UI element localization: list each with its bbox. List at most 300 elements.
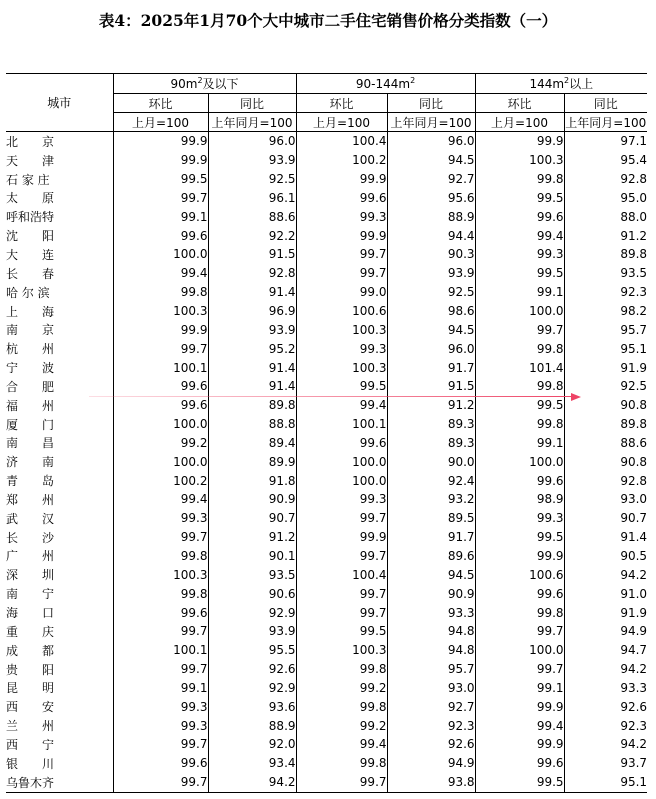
index-value: 96.0 xyxy=(208,132,296,151)
index-value: 93.5 xyxy=(208,565,296,584)
index-value: 99.4 xyxy=(475,226,564,245)
index-value: 99.6 xyxy=(113,754,208,773)
index-value: 94.5 xyxy=(387,151,475,170)
index-value: 99.8 xyxy=(296,697,387,716)
index-value: 92.6 xyxy=(208,660,296,679)
index-value: 93.0 xyxy=(387,678,475,697)
index-value: 99.3 xyxy=(296,339,387,358)
table-row xyxy=(6,678,647,697)
index-value: 90.9 xyxy=(208,490,296,509)
index-value: 99.7 xyxy=(296,245,387,264)
index-value: 95.1 xyxy=(564,339,647,358)
index-value: 99.7 xyxy=(296,584,387,603)
index-value: 99.5 xyxy=(296,377,387,396)
index-value: 99.4 xyxy=(296,396,387,415)
index-value: 99.2 xyxy=(113,434,208,453)
index-value: 99.6 xyxy=(475,207,564,226)
index-value: 95.5 xyxy=(208,641,296,660)
index-value: 91.9 xyxy=(564,358,647,377)
index-value: 100.1 xyxy=(296,415,387,434)
index-value: 94.7 xyxy=(564,641,647,660)
index-value: 91.7 xyxy=(387,358,475,377)
table-row xyxy=(6,339,647,358)
index-value: 99.8 xyxy=(475,415,564,434)
index-value: 99.7 xyxy=(475,622,564,641)
index-value: 100.4 xyxy=(296,132,387,151)
index-value: 99.3 xyxy=(113,509,208,528)
index-value: 99.6 xyxy=(113,226,208,245)
index-value: 99.4 xyxy=(475,716,564,735)
city-name: 合 肥 xyxy=(6,379,55,394)
index-value: 99.7 xyxy=(113,773,208,792)
index-value: 91.4 xyxy=(208,358,296,377)
index-value: 89.3 xyxy=(387,434,475,453)
table-row xyxy=(6,641,647,660)
yoy-base-header: 上年同月=100 xyxy=(208,113,296,132)
index-value: 99.7 xyxy=(296,773,387,792)
index-value: 89.9 xyxy=(208,452,296,471)
city-name: 杭 州 xyxy=(6,342,55,357)
city-name: 宁 波 xyxy=(6,361,55,376)
index-value: 99.1 xyxy=(475,678,564,697)
index-value: 99.6 xyxy=(113,603,208,622)
index-value: 99.8 xyxy=(296,660,387,679)
index-value: 99.4 xyxy=(296,735,387,754)
index-value: 99.8 xyxy=(475,170,564,189)
index-value: 99.8 xyxy=(475,339,564,358)
index-value: 95.1 xyxy=(564,773,647,792)
index-value: 93.3 xyxy=(564,678,647,697)
city-name: 济 南 xyxy=(6,455,55,470)
table-row xyxy=(6,434,647,453)
index-value: 98.9 xyxy=(475,490,564,509)
index-value: 99.7 xyxy=(296,603,387,622)
index-value: 99.2 xyxy=(296,716,387,735)
city-name: 沈 阳 xyxy=(6,229,55,244)
index-value: 100.0 xyxy=(475,452,564,471)
index-value: 98.2 xyxy=(564,302,647,321)
index-value: 99.0 xyxy=(296,283,387,302)
index-value: 99.7 xyxy=(113,189,208,208)
index-value: 100.3 xyxy=(113,565,208,584)
index-value: 90.9 xyxy=(387,584,475,603)
index-value: 99.9 xyxy=(113,320,208,339)
index-value: 92.0 xyxy=(208,735,296,754)
index-value: 94.2 xyxy=(564,735,647,754)
index-value: 91.2 xyxy=(208,528,296,547)
index-value: 100.0 xyxy=(475,302,564,321)
index-value: 99.1 xyxy=(113,678,208,697)
index-value: 90.0 xyxy=(387,452,475,471)
group-label-tail: 以上 xyxy=(569,77,594,91)
index-value: 92.9 xyxy=(208,678,296,697)
index-value: 89.4 xyxy=(208,434,296,453)
index-value: 100.0 xyxy=(113,415,208,434)
index-value: 94.9 xyxy=(387,754,475,773)
index-value: 95.4 xyxy=(564,151,647,170)
city-name: 大 连 xyxy=(6,247,55,262)
city-name: 厦 门 xyxy=(6,417,55,432)
index-value: 92.6 xyxy=(564,697,647,716)
index-value: 93.5 xyxy=(564,264,647,283)
table-row xyxy=(6,358,647,377)
city-name: 乌鲁木齐 xyxy=(6,773,113,792)
index-value: 99.3 xyxy=(113,697,208,716)
mom-base-header: 上月=100 xyxy=(475,113,564,132)
group-label: 90m xyxy=(170,77,198,91)
index-value: 100.3 xyxy=(296,641,387,660)
city-name: 贵 阳 xyxy=(6,662,55,677)
city-name: 南 宁 xyxy=(6,587,55,602)
index-value: 91.0 xyxy=(564,584,647,603)
index-value: 92.3 xyxy=(564,283,647,302)
index-value: 99.4 xyxy=(113,490,208,509)
mom-header: 环比 xyxy=(296,94,387,113)
table-row xyxy=(6,565,647,584)
index-value: 99.6 xyxy=(296,434,387,453)
index-value: 99.6 xyxy=(296,189,387,208)
table-row xyxy=(6,151,647,170)
yoy-header: 同比 xyxy=(564,94,647,113)
index-value: 99.5 xyxy=(475,396,564,415)
index-value: 99.6 xyxy=(113,377,208,396)
index-value: 91.9 xyxy=(564,603,647,622)
index-value: 90.5 xyxy=(564,547,647,566)
index-value: 88.0 xyxy=(564,207,647,226)
price-index-table xyxy=(6,73,647,793)
mom-base-header: 上月=100 xyxy=(113,113,208,132)
table-row xyxy=(6,245,647,264)
city-name: 西 安 xyxy=(6,700,55,715)
index-value: 99.9 xyxy=(113,132,208,151)
index-value: 99.3 xyxy=(475,509,564,528)
index-value: 93.9 xyxy=(208,151,296,170)
table-row xyxy=(6,396,647,415)
city-name: 上 海 xyxy=(6,304,55,319)
index-value: 99.7 xyxy=(113,339,208,358)
group-header-medium xyxy=(296,74,475,94)
index-value: 88.9 xyxy=(387,207,475,226)
index-value: 92.8 xyxy=(564,170,647,189)
index-value: 96.0 xyxy=(387,132,475,151)
table-row xyxy=(6,716,647,735)
table-row xyxy=(6,660,647,679)
index-value: 94.4 xyxy=(387,226,475,245)
index-value: 99.7 xyxy=(296,509,387,528)
yoy-header: 同比 xyxy=(208,94,296,113)
index-value: 99.7 xyxy=(296,264,387,283)
index-value: 100.6 xyxy=(296,302,387,321)
table-row xyxy=(6,622,647,641)
city-name: 广 州 xyxy=(6,549,55,564)
index-value: 99.7 xyxy=(113,660,208,679)
index-value: 91.2 xyxy=(387,396,475,415)
index-value: 99.1 xyxy=(113,207,208,226)
mom-base-header: 上月=100 xyxy=(296,113,387,132)
table-row xyxy=(6,320,647,339)
table-row xyxy=(6,283,647,302)
index-value: 99.5 xyxy=(475,773,564,792)
index-value: 89.3 xyxy=(387,415,475,434)
index-value: 99.5 xyxy=(475,189,564,208)
index-value: 91.8 xyxy=(208,471,296,490)
index-value: 99.7 xyxy=(296,547,387,566)
index-value: 99.6 xyxy=(113,396,208,415)
index-value: 93.7 xyxy=(564,754,647,773)
table-row xyxy=(6,509,647,528)
index-value: 100.0 xyxy=(113,452,208,471)
index-value: 93.9 xyxy=(208,622,296,641)
index-value: 92.5 xyxy=(208,170,296,189)
index-value: 89.5 xyxy=(387,509,475,528)
index-value: 100.0 xyxy=(113,245,208,264)
table-row xyxy=(6,377,647,396)
group-label-sup: 2 xyxy=(197,76,203,85)
city-name: 海 口 xyxy=(6,606,55,621)
index-value: 98.6 xyxy=(387,302,475,321)
index-value: 94.9 xyxy=(564,622,647,641)
index-value: 99.9 xyxy=(475,547,564,566)
index-value: 100.0 xyxy=(296,452,387,471)
index-value: 94.5 xyxy=(387,320,475,339)
index-value: 95.0 xyxy=(564,189,647,208)
index-value: 94.8 xyxy=(387,622,475,641)
index-value: 99.8 xyxy=(296,754,387,773)
mom-header: 环比 xyxy=(475,94,564,113)
table-row xyxy=(6,226,647,245)
index-value: 92.5 xyxy=(564,377,647,396)
index-value: 99.7 xyxy=(113,622,208,641)
city-name: 哈 尔 滨 xyxy=(6,285,50,300)
index-value: 92.9 xyxy=(208,603,296,622)
city-name: 郑 州 xyxy=(6,492,55,507)
index-value: 99.9 xyxy=(296,226,387,245)
index-value: 99.9 xyxy=(475,132,564,151)
index-value: 92.8 xyxy=(208,264,296,283)
group-label-sup: 2 xyxy=(410,75,416,85)
mom-header: 环比 xyxy=(113,94,208,113)
group-header-large xyxy=(475,74,647,94)
index-value: 99.1 xyxy=(475,283,564,302)
index-value: 100.3 xyxy=(296,358,387,377)
index-value: 92.3 xyxy=(564,716,647,735)
index-value: 88.6 xyxy=(208,207,296,226)
table-row xyxy=(6,773,647,792)
table-row xyxy=(6,547,647,566)
index-value: 99.7 xyxy=(113,528,208,547)
table-row xyxy=(6,603,647,622)
index-value: 92.6 xyxy=(387,735,475,754)
table-row xyxy=(6,302,647,321)
index-value: 92.8 xyxy=(564,471,647,490)
city-name: 武 汉 xyxy=(6,511,55,526)
index-value: 90.8 xyxy=(564,396,647,415)
index-value: 93.3 xyxy=(387,603,475,622)
index-value: 99.9 xyxy=(113,151,208,170)
city-name: 福 州 xyxy=(6,398,55,413)
index-value: 91.4 xyxy=(564,528,647,547)
index-value: 99.3 xyxy=(296,490,387,509)
index-value: 92.4 xyxy=(387,471,475,490)
table-row xyxy=(6,735,647,754)
page-title: 表4：2025年1月70个大中城市二手住宅销售价格分类指数（一） xyxy=(98,11,558,30)
table-row xyxy=(6,132,647,151)
index-value: 99.9 xyxy=(296,528,387,547)
index-value: 99.8 xyxy=(113,547,208,566)
index-value: 90.1 xyxy=(208,547,296,566)
index-value: 99.7 xyxy=(475,660,564,679)
city-name: 西 宁 xyxy=(6,737,55,752)
index-value: 100.3 xyxy=(113,302,208,321)
index-value: 89.8 xyxy=(564,415,647,434)
index-value: 92.7 xyxy=(387,697,475,716)
index-value: 94.2 xyxy=(564,565,647,584)
index-value: 89.6 xyxy=(387,547,475,566)
index-value: 94.2 xyxy=(564,660,647,679)
city-name: 兰 州 xyxy=(6,719,55,734)
index-value: 93.9 xyxy=(387,264,475,283)
index-value: 101.4 xyxy=(475,358,564,377)
index-value: 100.2 xyxy=(113,471,208,490)
index-value: 88.6 xyxy=(564,434,647,453)
city-name: 长 春 xyxy=(6,266,55,281)
index-value: 95.2 xyxy=(208,339,296,358)
city-name: 北 京 xyxy=(6,134,55,149)
index-value: 100.3 xyxy=(296,320,387,339)
index-value: 100.1 xyxy=(113,358,208,377)
table-row xyxy=(6,415,647,434)
index-value: 96.1 xyxy=(208,189,296,208)
city-name: 昆 明 xyxy=(6,681,55,696)
index-value: 90.3 xyxy=(387,245,475,264)
city-name: 青 岛 xyxy=(6,474,55,489)
city-name: 长 沙 xyxy=(6,530,55,545)
yoy-base-header: 上年同月=100 xyxy=(387,113,475,132)
group-label-sup: 2 xyxy=(564,76,570,85)
index-value: 100.6 xyxy=(475,565,564,584)
index-value: 94.5 xyxy=(387,565,475,584)
index-value: 100.3 xyxy=(475,151,564,170)
table-row xyxy=(6,584,647,603)
index-value: 91.5 xyxy=(208,245,296,264)
table-row xyxy=(6,754,647,773)
index-value: 97.1 xyxy=(564,132,647,151)
index-value: 99.1 xyxy=(475,434,564,453)
city-name: 南 京 xyxy=(6,323,55,338)
group-header-small xyxy=(113,74,296,94)
index-value: 89.8 xyxy=(208,396,296,415)
index-value: 90.7 xyxy=(208,509,296,528)
index-value: 91.4 xyxy=(208,377,296,396)
table-row xyxy=(6,264,647,283)
city-name: 银 川 xyxy=(6,756,55,771)
index-value: 91.7 xyxy=(387,528,475,547)
table-row xyxy=(6,207,647,226)
index-value: 99.5 xyxy=(475,264,564,283)
index-value: 92.2 xyxy=(208,226,296,245)
index-value: 90.8 xyxy=(564,452,647,471)
index-value: 93.9 xyxy=(208,320,296,339)
index-value: 99.9 xyxy=(475,735,564,754)
city-name: 深 圳 xyxy=(6,568,55,583)
table-row xyxy=(6,471,647,490)
table-row xyxy=(6,490,647,509)
index-value: 95.7 xyxy=(564,320,647,339)
group-label-tail: 及以下 xyxy=(202,77,239,91)
index-value: 92.3 xyxy=(387,716,475,735)
yoy-base-header: 上年同月=100 xyxy=(564,113,647,132)
index-value: 100.1 xyxy=(113,641,208,660)
index-value: 91.4 xyxy=(208,283,296,302)
city-name: 南 昌 xyxy=(6,436,55,451)
table-row xyxy=(6,528,647,547)
city-name: 石 家 庄 xyxy=(6,172,50,187)
index-value: 93.6 xyxy=(208,697,296,716)
index-value: 99.9 xyxy=(475,697,564,716)
index-value: 99.6 xyxy=(475,471,564,490)
index-value: 99.5 xyxy=(296,622,387,641)
index-value: 99.5 xyxy=(475,528,564,547)
index-value: 99.5 xyxy=(113,170,208,189)
index-value: 94.2 xyxy=(208,773,296,792)
city-column-header: 城市 xyxy=(6,74,113,132)
index-value: 100.0 xyxy=(475,641,564,660)
index-value: 99.6 xyxy=(475,754,564,773)
table-row xyxy=(6,697,647,716)
annotation-arrow-icon xyxy=(571,393,581,401)
index-value: 99.6 xyxy=(475,584,564,603)
index-value: 99.8 xyxy=(475,377,564,396)
index-value: 99.7 xyxy=(113,735,208,754)
index-value: 92.5 xyxy=(387,283,475,302)
index-value: 91.2 xyxy=(564,226,647,245)
index-value: 93.0 xyxy=(564,490,647,509)
index-value: 95.7 xyxy=(387,660,475,679)
index-value: 99.3 xyxy=(296,207,387,226)
index-value: 100.4 xyxy=(296,565,387,584)
annotation-line xyxy=(89,396,577,397)
index-value: 99.3 xyxy=(475,245,564,264)
index-value: 99.8 xyxy=(113,283,208,302)
index-value: 95.6 xyxy=(387,189,475,208)
index-value: 100.2 xyxy=(296,151,387,170)
index-value: 88.8 xyxy=(208,415,296,434)
index-value: 99.2 xyxy=(296,678,387,697)
table-row xyxy=(6,170,647,189)
index-value: 90.7 xyxy=(564,509,647,528)
index-value: 93.4 xyxy=(208,754,296,773)
table-row xyxy=(6,189,647,208)
table-row xyxy=(6,452,647,471)
index-value: 96.0 xyxy=(387,339,475,358)
index-value: 91.5 xyxy=(387,377,475,396)
index-value: 90.6 xyxy=(208,584,296,603)
index-value: 94.8 xyxy=(387,641,475,660)
index-value: 99.8 xyxy=(475,603,564,622)
index-value: 99.4 xyxy=(113,264,208,283)
index-value: 99.8 xyxy=(113,584,208,603)
city-name: 成 都 xyxy=(6,643,55,658)
index-value: 93.8 xyxy=(387,773,475,792)
index-value: 89.8 xyxy=(564,245,647,264)
index-value: 99.3 xyxy=(113,716,208,735)
group-label: 90-144m xyxy=(355,76,411,91)
group-label: 144m xyxy=(529,77,565,91)
index-value: 88.9 xyxy=(208,716,296,735)
index-value: 99.7 xyxy=(475,320,564,339)
city-name: 呼和浩特 xyxy=(6,210,55,225)
index-value: 93.2 xyxy=(387,490,475,509)
